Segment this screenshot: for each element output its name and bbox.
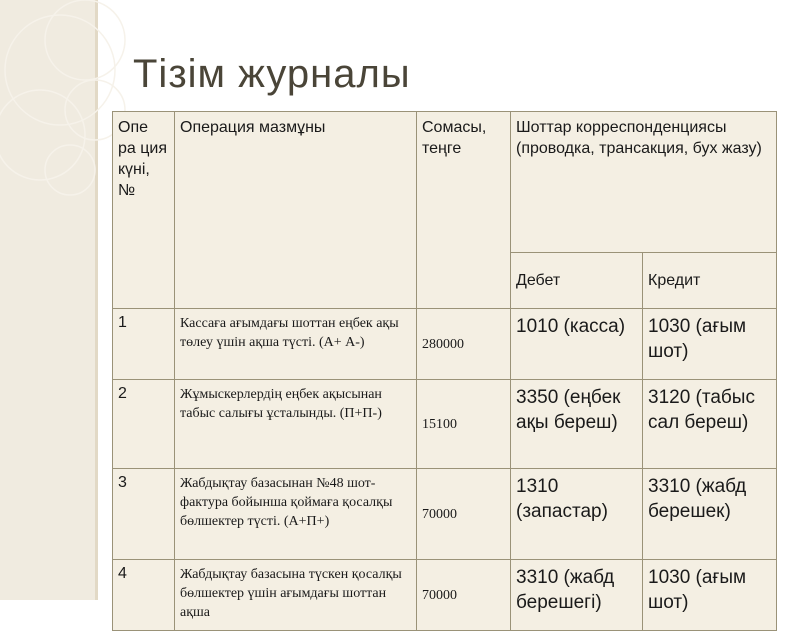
row-amount: 70000 — [417, 560, 511, 631]
header-credit: Кредит — [643, 253, 777, 309]
table-row — [113, 380, 777, 469]
row-credit: 3120 (табыс сал береш) — [643, 380, 777, 469]
row-content: Жабдықтау базасынан №48 шот-фактура бойынша қоймаға қосалқы бөлшектер түсті. (А+П+) — [175, 469, 417, 560]
header-debit: Дебет — [511, 253, 643, 309]
row-number: 2 — [113, 380, 175, 469]
table-row — [113, 309, 777, 380]
journal-table — [112, 111, 777, 631]
row-number: 3 — [113, 469, 175, 560]
header-date: Опе ра ция күні, № — [113, 112, 175, 309]
table-row — [113, 560, 777, 631]
row-content: Жабдықтау базасына түскен қосалқы бөлшектер үшін ағымдағы шоттан ақша — [175, 560, 417, 631]
header-accounts: Шоттар корреспонденциясы (проводка, трансакция, бух жазу) — [511, 112, 777, 253]
row-debit: 3350 (еңбек ақы береш) — [511, 380, 643, 469]
row-credit: 1030 (ағым шот) — [643, 309, 777, 380]
table-row — [113, 469, 777, 560]
table-header-row — [113, 112, 777, 253]
sidebar-divider — [95, 0, 98, 600]
row-debit: 1010 (касса) — [511, 309, 643, 380]
row-content: Кассаға ағымдағы шоттан еңбек ақы төлеу үшін ақша түсті. (А+ А-) — [175, 309, 417, 380]
page-title: Тізім журналы — [133, 52, 411, 96]
decorative-sidebar — [0, 0, 95, 600]
header-content: Операция мазмұны — [175, 112, 417, 309]
row-credit: 3310 (жабд берешек) — [643, 469, 777, 560]
row-number: 1 — [113, 309, 175, 380]
header-amount: Сомасы, теңге — [417, 112, 511, 309]
row-amount: 70000 — [417, 469, 511, 560]
row-debit: 3310 (жабд берешегі) — [511, 560, 643, 631]
row-amount: 15100 — [417, 380, 511, 469]
row-amount: 280000 — [417, 309, 511, 380]
row-credit: 1030 (ағым шот) — [643, 560, 777, 631]
row-content: Жұмыскерлердің еңбек ақысынан табыс салығы ұсталынды. (П+П-) — [175, 380, 417, 469]
row-debit: 1310 (запастар) — [511, 469, 643, 560]
row-number: 4 — [113, 560, 175, 631]
